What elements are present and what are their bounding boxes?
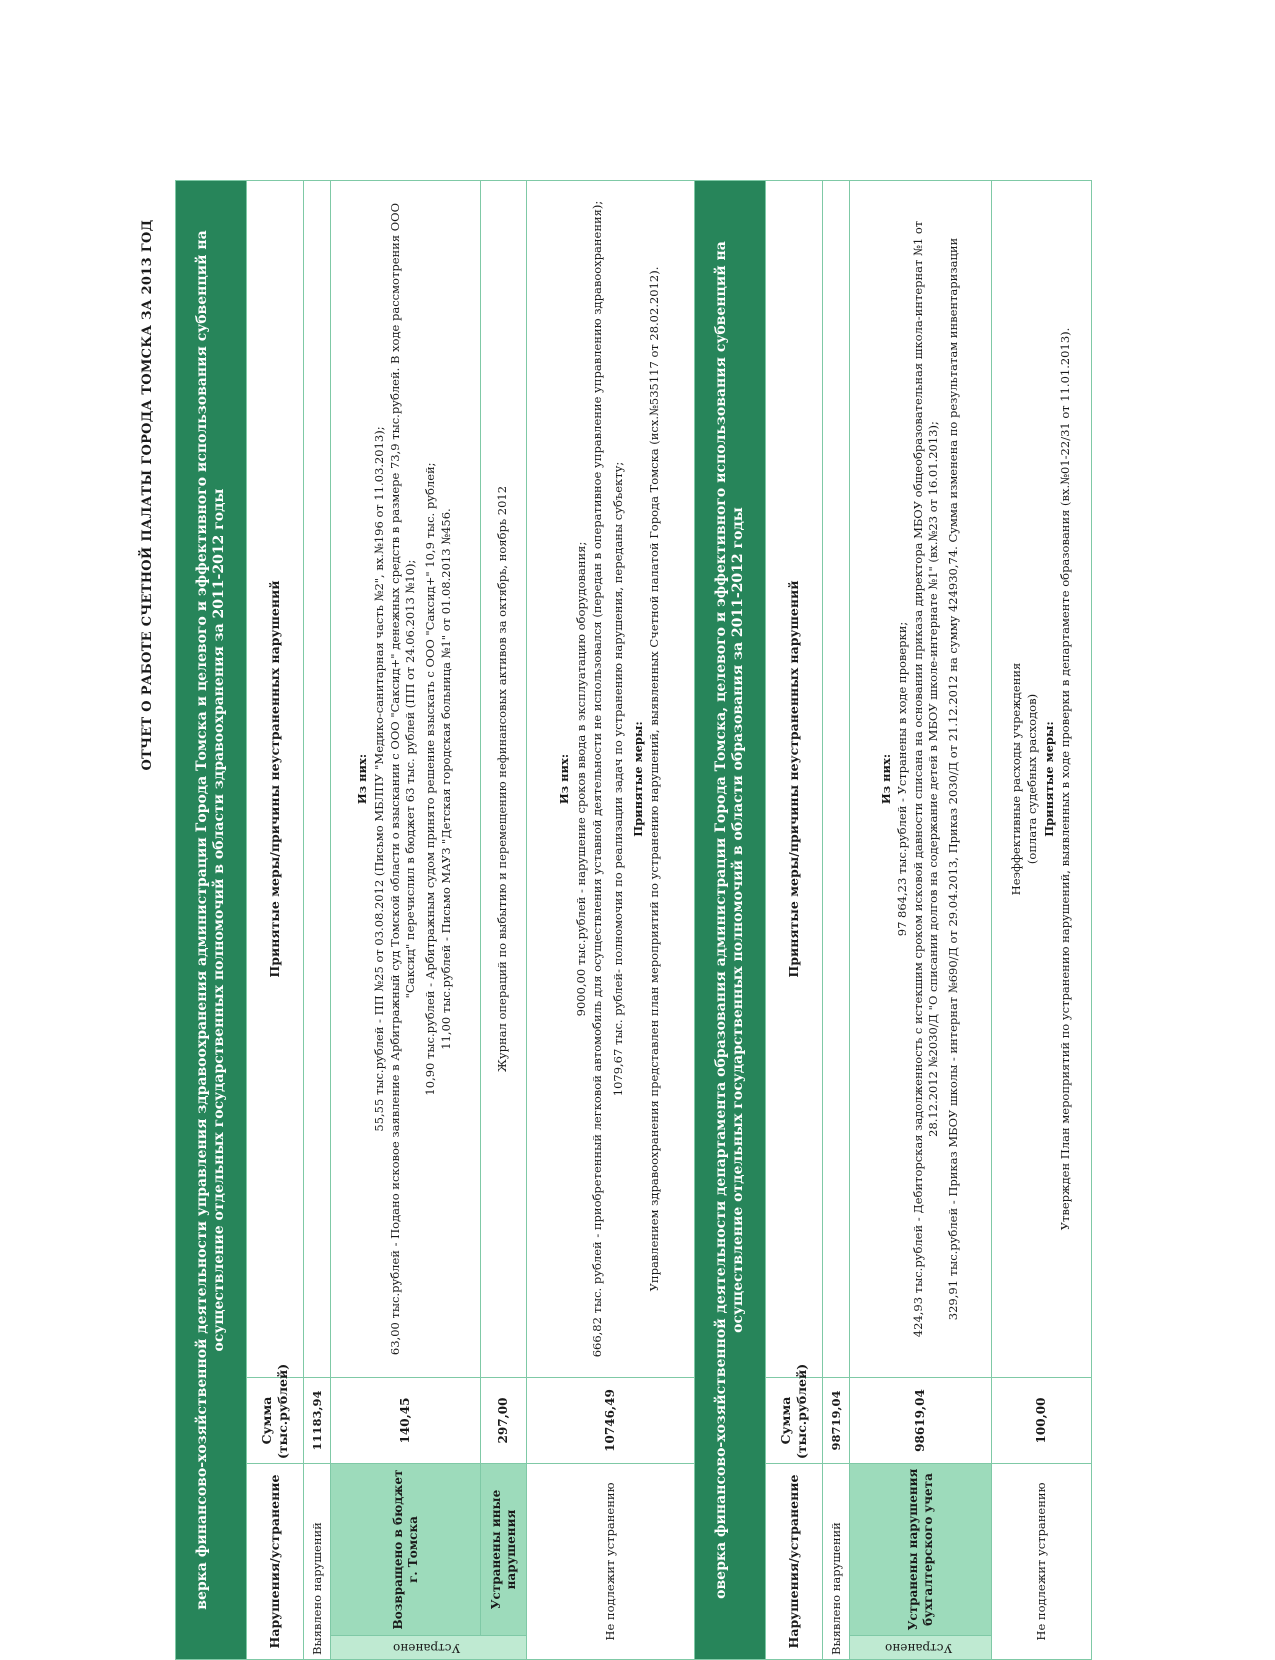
measures-line: Из них: — [557, 753, 572, 805]
amount-cell: 98619,04 — [850, 1378, 992, 1464]
measures-cell — [481, 181, 527, 1378]
table-row — [850, 181, 992, 1660]
measures-line: Принятые меры: — [630, 721, 645, 837]
measures-cell — [527, 181, 695, 1378]
header-measures: Принятые меры/причины неустраненных нарушений — [247, 181, 304, 1378]
measures-line: Из них: — [355, 753, 370, 805]
report-table — [175, 180, 1092, 1660]
category-cell: Устранены иные нарушения — [481, 1464, 527, 1636]
measures-line: Из них: — [878, 753, 893, 805]
measures-line: Утвержден План мероприятий по устранению нарушений, выявленных в ходе проверки в департаменте образования (вх.№01-22/31 от 11.01.2013). — [1057, 327, 1072, 1231]
detected-measures-empty — [823, 181, 850, 1378]
measures-line: Принятые меры: — [1041, 721, 1056, 837]
measures-line: 63,00 тыс.рублей - Подано исковое заявление в Арбитражный суд Томской области о взыскании с ООО "Саксид+" денежных средств в размере 73,9 тыс.рублей. В ходе рассмотрения ООО "Саксид" перечислил в бюджет 63 тыс. рублей (ПП от 24.06.2013 №10); — [388, 202, 417, 1356]
table-row — [527, 181, 695, 1660]
table-row — [331, 181, 481, 1660]
measures-line: 329,91 тыс.рублей - Приказ МБОУ школы - интернат №690/Д от 29.04.2013, Приказ 2030/Д от 21.12.2012 на сумму 424930,74. Сумма изменена по результатам инвентаризации — [946, 237, 961, 1321]
section-title: верка финансово-хозяйственной деятельности управления здравоохранения администрации Города Томска и целевого и эффективного использования субвенций на осуществление отдельных государственных полномочий в области здравоохранения за 2011-2012 годы — [176, 181, 247, 1660]
amount-cell: 140,45 — [331, 1378, 481, 1464]
measures-line: 11,00 тыс.рублей - Письмо МАУЗ "Детская городская больница №1" от 01.08.2013 №456. — [439, 508, 454, 1050]
page-header: ОТЧЕТ О РАБОТЕ СЧЕТНОЙ ПАЛАТЫ ГОРОДА ТОМСКА ЗА 2013 ГОД — [140, 219, 155, 771]
measures-line: 424,93 тыс.рублей - Дебиторская задолженность с истекшим сроком исковой давности списана на основании приказа директора МБОУ общеобразовательная школа-интернат №1 от 28.12.2012 №2030/Д "О списании долгов на содержание детей в МБОУ школе-интернате №1" (вх.№23 от 16.01.2013); — [911, 220, 940, 1338]
section-title: оверка финансово-хозяйственной деятельности департамента образования администрации Города Томска, целевого и эффективного использования субвенций на осуществление отдельных государственных полномочий в области образования за 2011-2012 годы — [695, 181, 766, 1660]
detected-amount: 98719,04 — [823, 1378, 850, 1464]
detected-row — [304, 181, 331, 1660]
category-cell: Устранены нарушения бухгалтерского учета — [850, 1464, 992, 1636]
measures-line: 666,82 тыс. рублей - приобретенный легковой автомобиль для осуществления уставной деятельности не использовался (передан в оперативное управление управлению здравоохранения); — [590, 200, 605, 1358]
column-header-row — [247, 181, 304, 1660]
detected-label: Выявлено нарушений — [304, 1464, 331, 1660]
measures-line: 97 864,23 тыс.рублей - Устранены в ходе проверки; — [894, 621, 909, 937]
report-table-container — [175, 180, 1085, 1660]
detected-row — [823, 181, 850, 1660]
measures-line: Управлением здравоохранения представлен план мероприятий по устранению нарушений, выявленных Счетной палатой Города Томска (исх.№535117 от 28.02.2012). — [647, 266, 662, 1292]
category-cell: Не подлежит устранению — [527, 1464, 695, 1660]
header-measures: Принятые меры/причины неустраненных нарушений — [766, 181, 823, 1378]
measures-line: Журнал операций по выбытию и перемещению нефинансовых активов за октябрь, ноябрь 2012 — [495, 485, 510, 1073]
amount-cell: 297,00 — [481, 1378, 527, 1464]
measures-line: 10,90 тыс.рублей - Арбитражным судом принято решение взыскать с ООО "Саксид+" 10,9 тыс. рублей; — [422, 462, 437, 1096]
header-amount: Сумма (тыс.рублей) — [766, 1378, 823, 1464]
header-category: Нарушения/устранение — [247, 1464, 304, 1660]
amount-cell: 10746,49 — [527, 1378, 695, 1464]
detected-amount: 11183,94 — [304, 1378, 331, 1464]
measures-line: (оплата судебных расходов) — [1025, 693, 1040, 865]
table-row — [992, 181, 1092, 1660]
category-cell: Возвращено в бюджет г. Томска — [331, 1464, 481, 1636]
measures-line: 9000,00 тыс.рублей - нарушение сроков ввода в эксплуатацию оборудования; — [573, 541, 588, 1017]
measures-line: Неэффективные расходы учреждения — [1008, 662, 1023, 896]
section-title-row — [176, 181, 247, 1660]
side-label-cell — [331, 1636, 527, 1660]
section-title-row — [695, 181, 766, 1660]
side-label: Устранено — [392, 1641, 461, 1655]
header-category: Нарушения/устранение — [766, 1464, 823, 1660]
table-row — [481, 181, 527, 1660]
amount-cell: 100,00 — [992, 1378, 1092, 1464]
category-cell: Не подлежит устранению — [992, 1464, 1092, 1660]
measures-line: 1079,67 тыс. рублей- полномочия по реализации задач по устранению нарушения, переданы субъекту; — [610, 461, 625, 1097]
measures-cell — [331, 181, 481, 1378]
detected-label: Выявлено нарушений — [823, 1464, 850, 1660]
column-header-row — [766, 181, 823, 1660]
header-amount: Сумма (тыс.рублей) — [247, 1378, 304, 1464]
detected-measures-empty — [304, 181, 331, 1378]
measures-cell — [850, 181, 992, 1378]
measures-cell — [992, 181, 1092, 1378]
side-label: Устранено — [884, 1641, 953, 1655]
measures-line: 55,55 тыс.рублей - ПП №25 от 03.08.2012 (Письмо МБЛПУ "Медико-санитарная часть №2", вх.№196 от 11.03.2013); — [371, 426, 386, 1132]
side-label-cell — [850, 1636, 992, 1660]
